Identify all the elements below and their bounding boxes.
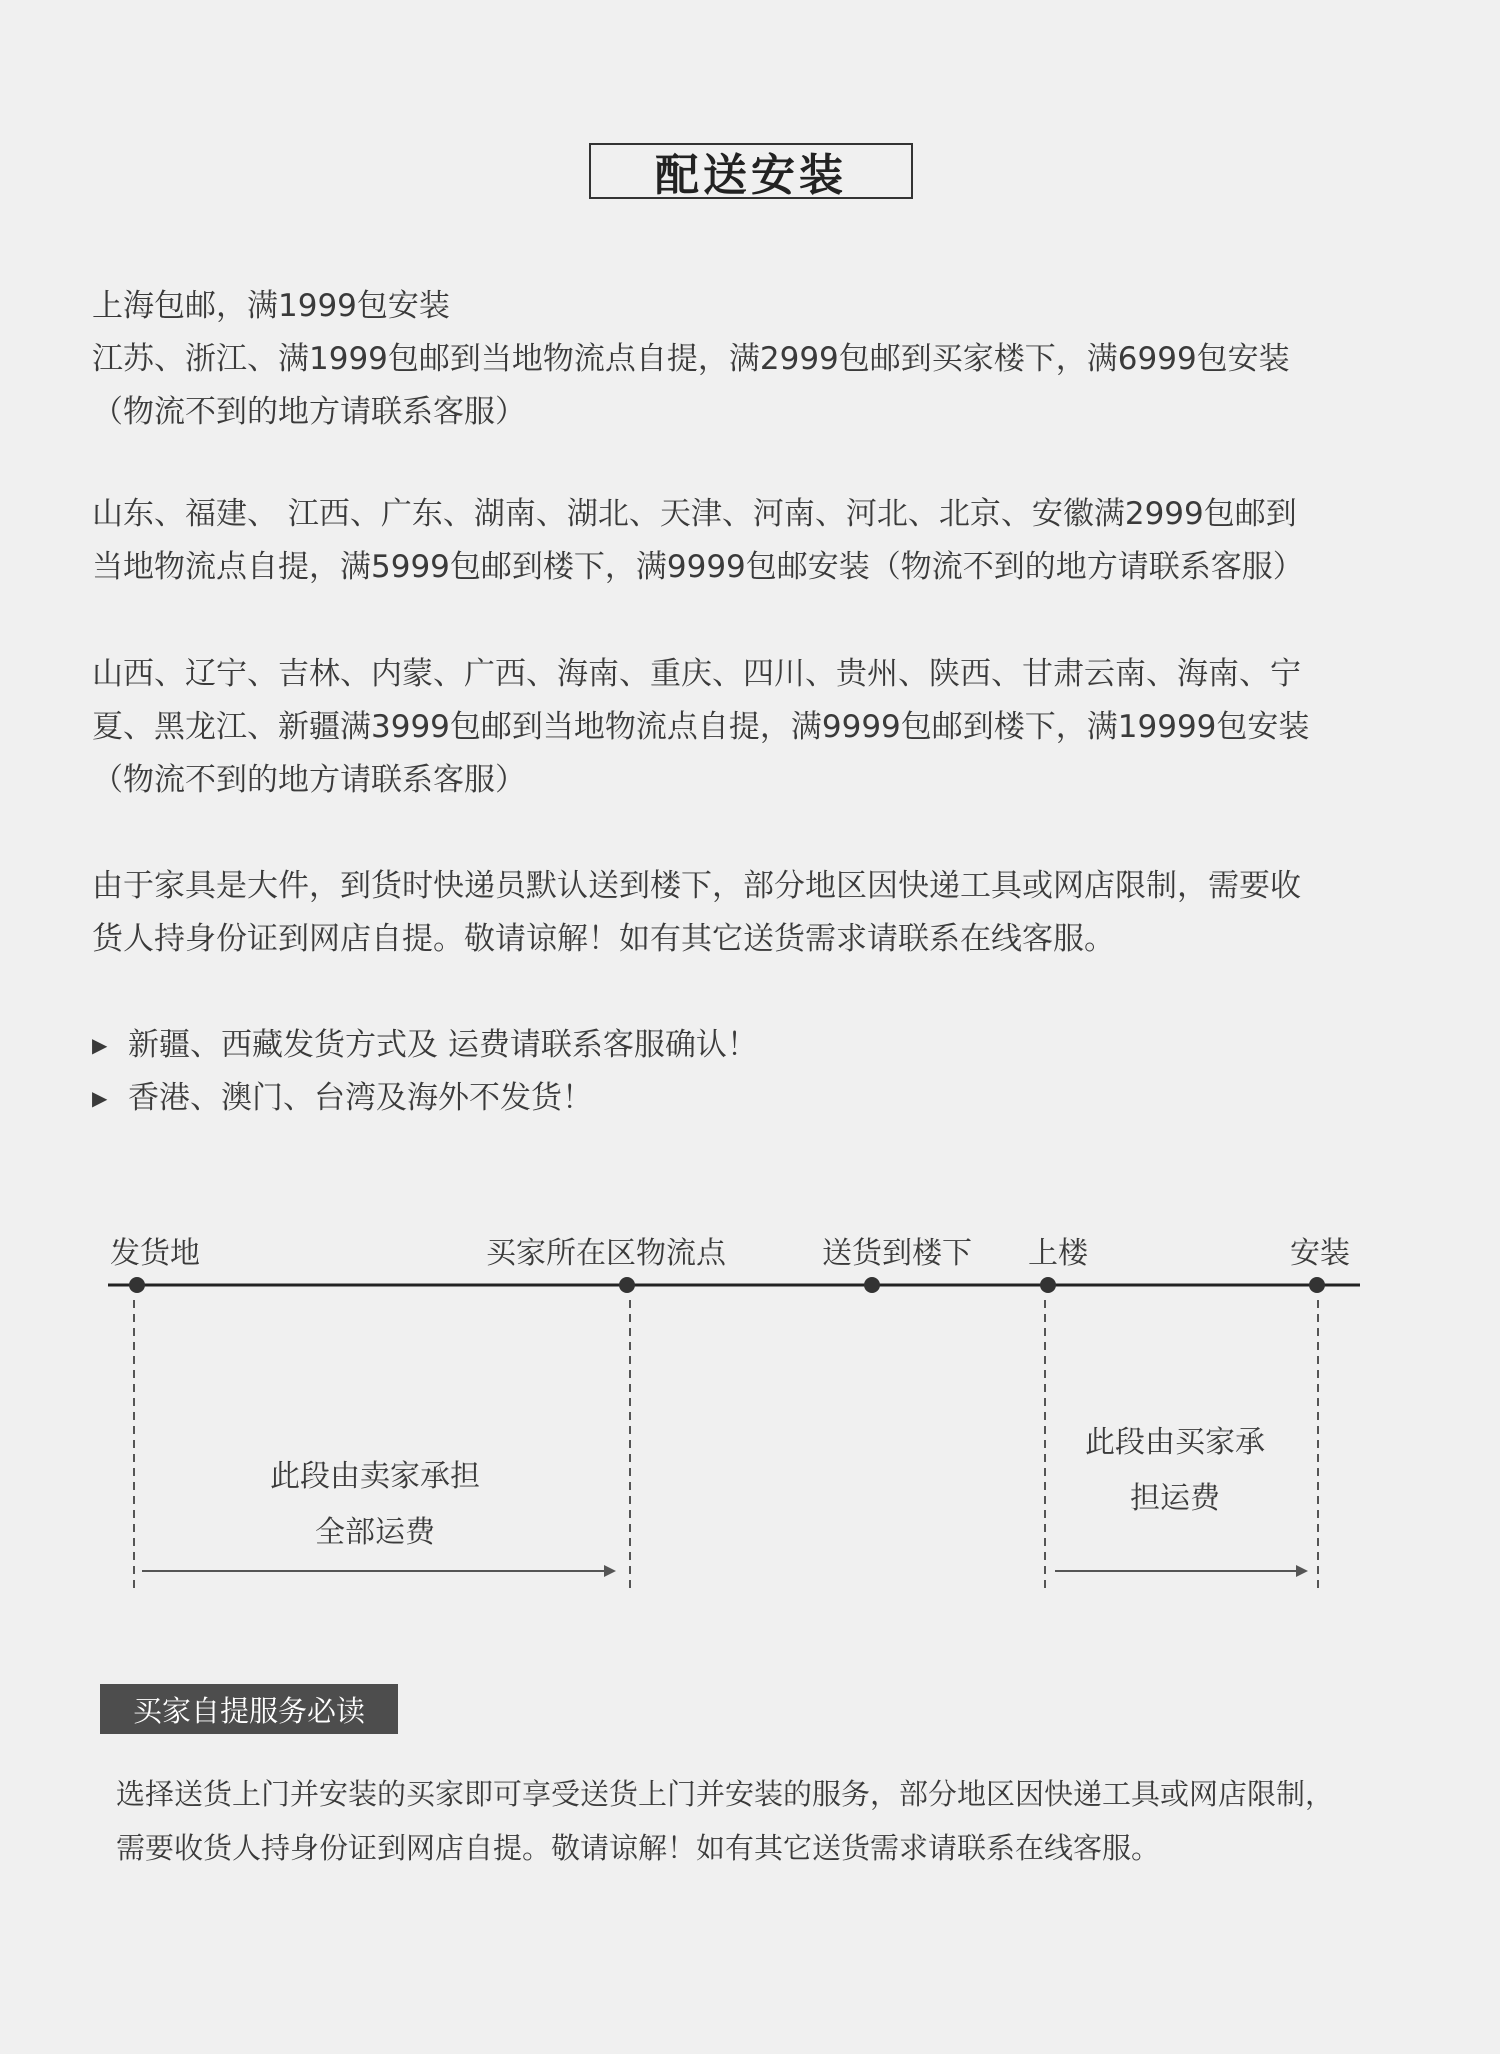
timeline-dot bbox=[1309, 1277, 1325, 1293]
page-title: 配送安装 bbox=[589, 143, 913, 199]
notice-tag: 买家自提服务必读 bbox=[100, 1684, 398, 1734]
text-line: 选择送货上门并安装的买家即可享受送货上门并安装的服务，部分地区因快递工具或网店限制， bbox=[116, 1777, 1335, 1811]
segment-seller-text bbox=[230, 1449, 520, 1561]
timeline-dot bbox=[619, 1277, 635, 1293]
bullet-text: 香港、澳门、台湾及海外不发货！ bbox=[128, 1080, 593, 1116]
timeline-stop-install: 安装 bbox=[1290, 1236, 1350, 1271]
timeline-dot bbox=[129, 1277, 145, 1293]
segment-buyer-text bbox=[1060, 1415, 1290, 1527]
section-east-central bbox=[92, 488, 1422, 594]
segment-line: 此段由卖家承担 bbox=[270, 1459, 480, 1494]
arrow-head-icon bbox=[604, 1565, 616, 1577]
timeline-dot bbox=[864, 1277, 880, 1293]
bullet-text: 新疆、西藏发货方式及 运费请联系客服确认！ bbox=[128, 1027, 758, 1063]
section-west-north bbox=[92, 648, 1422, 807]
list-item bbox=[92, 1019, 758, 1072]
bullet-list bbox=[92, 1019, 758, 1125]
text-line: 夏、黑龙江、新疆满3999包邮到当地物流点自提，满9999包邮到楼下，满19999包安装 bbox=[92, 709, 1310, 745]
text-line: 当地物流点自提，满5999包邮到楼下，满9999包邮安装（物流不到的地方请联系客服） bbox=[92, 549, 1304, 585]
list-item bbox=[92, 1072, 758, 1125]
text-line: （物流不到的地方请联系客服） bbox=[92, 394, 526, 430]
text-line: 山西、辽宁、吉林、内蒙、广西、海南、重庆、四川、贵州、陕西、甘肃云南、海南、宁 bbox=[92, 656, 1301, 692]
triangle-right-icon: ▶ bbox=[92, 1033, 108, 1057]
text-line: 江苏、浙江、满1999包邮到当地物流点自提，满2999包邮到买家楼下，满6999包安装 bbox=[92, 341, 1290, 377]
text-line: （物流不到的地方请联系客服） bbox=[92, 762, 526, 798]
notice-text bbox=[116, 1767, 1334, 1875]
arrow-head-icon bbox=[1296, 1565, 1308, 1577]
section-shanghai-jiangzhe bbox=[92, 280, 1422, 439]
text-line: 由于家具是大件，到货时快递员默认送到楼下，部分地区因快递工具或网店限制，需要收 bbox=[92, 868, 1301, 904]
timeline-stop-downstairs: 送货到楼下 bbox=[822, 1236, 972, 1271]
timeline-stop-origin: 发货地 bbox=[110, 1236, 200, 1271]
segment-line: 担运费 bbox=[1130, 1481, 1220, 1516]
section-delivery-note bbox=[92, 860, 1422, 966]
text-line: 需要收货人持身份证到网店自提。敬请谅解！如有其它送货需求请联系在线客服。 bbox=[116, 1831, 1161, 1865]
segment-line: 此段由买家承 bbox=[1085, 1425, 1265, 1460]
segment-line: 全部运费 bbox=[315, 1515, 435, 1550]
text-line: 山东、福建、 江西、广东、湖南、湖北、天津、河南、河北、北京、安徽满2999包邮到 bbox=[92, 496, 1297, 532]
timeline-stop-local-depot: 买家所在区物流点 bbox=[486, 1236, 726, 1271]
timeline-stop-upstairs: 上楼 bbox=[1028, 1236, 1088, 1271]
text-line: 货人持身份证到网店自提。敬请谅解！如有其它送货需求请联系在线客服。 bbox=[92, 921, 1115, 957]
timeline-dot bbox=[1040, 1277, 1056, 1293]
triangle-right-icon: ▶ bbox=[92, 1086, 108, 1110]
text-line: 上海包邮，满1999包安装 bbox=[92, 288, 450, 324]
